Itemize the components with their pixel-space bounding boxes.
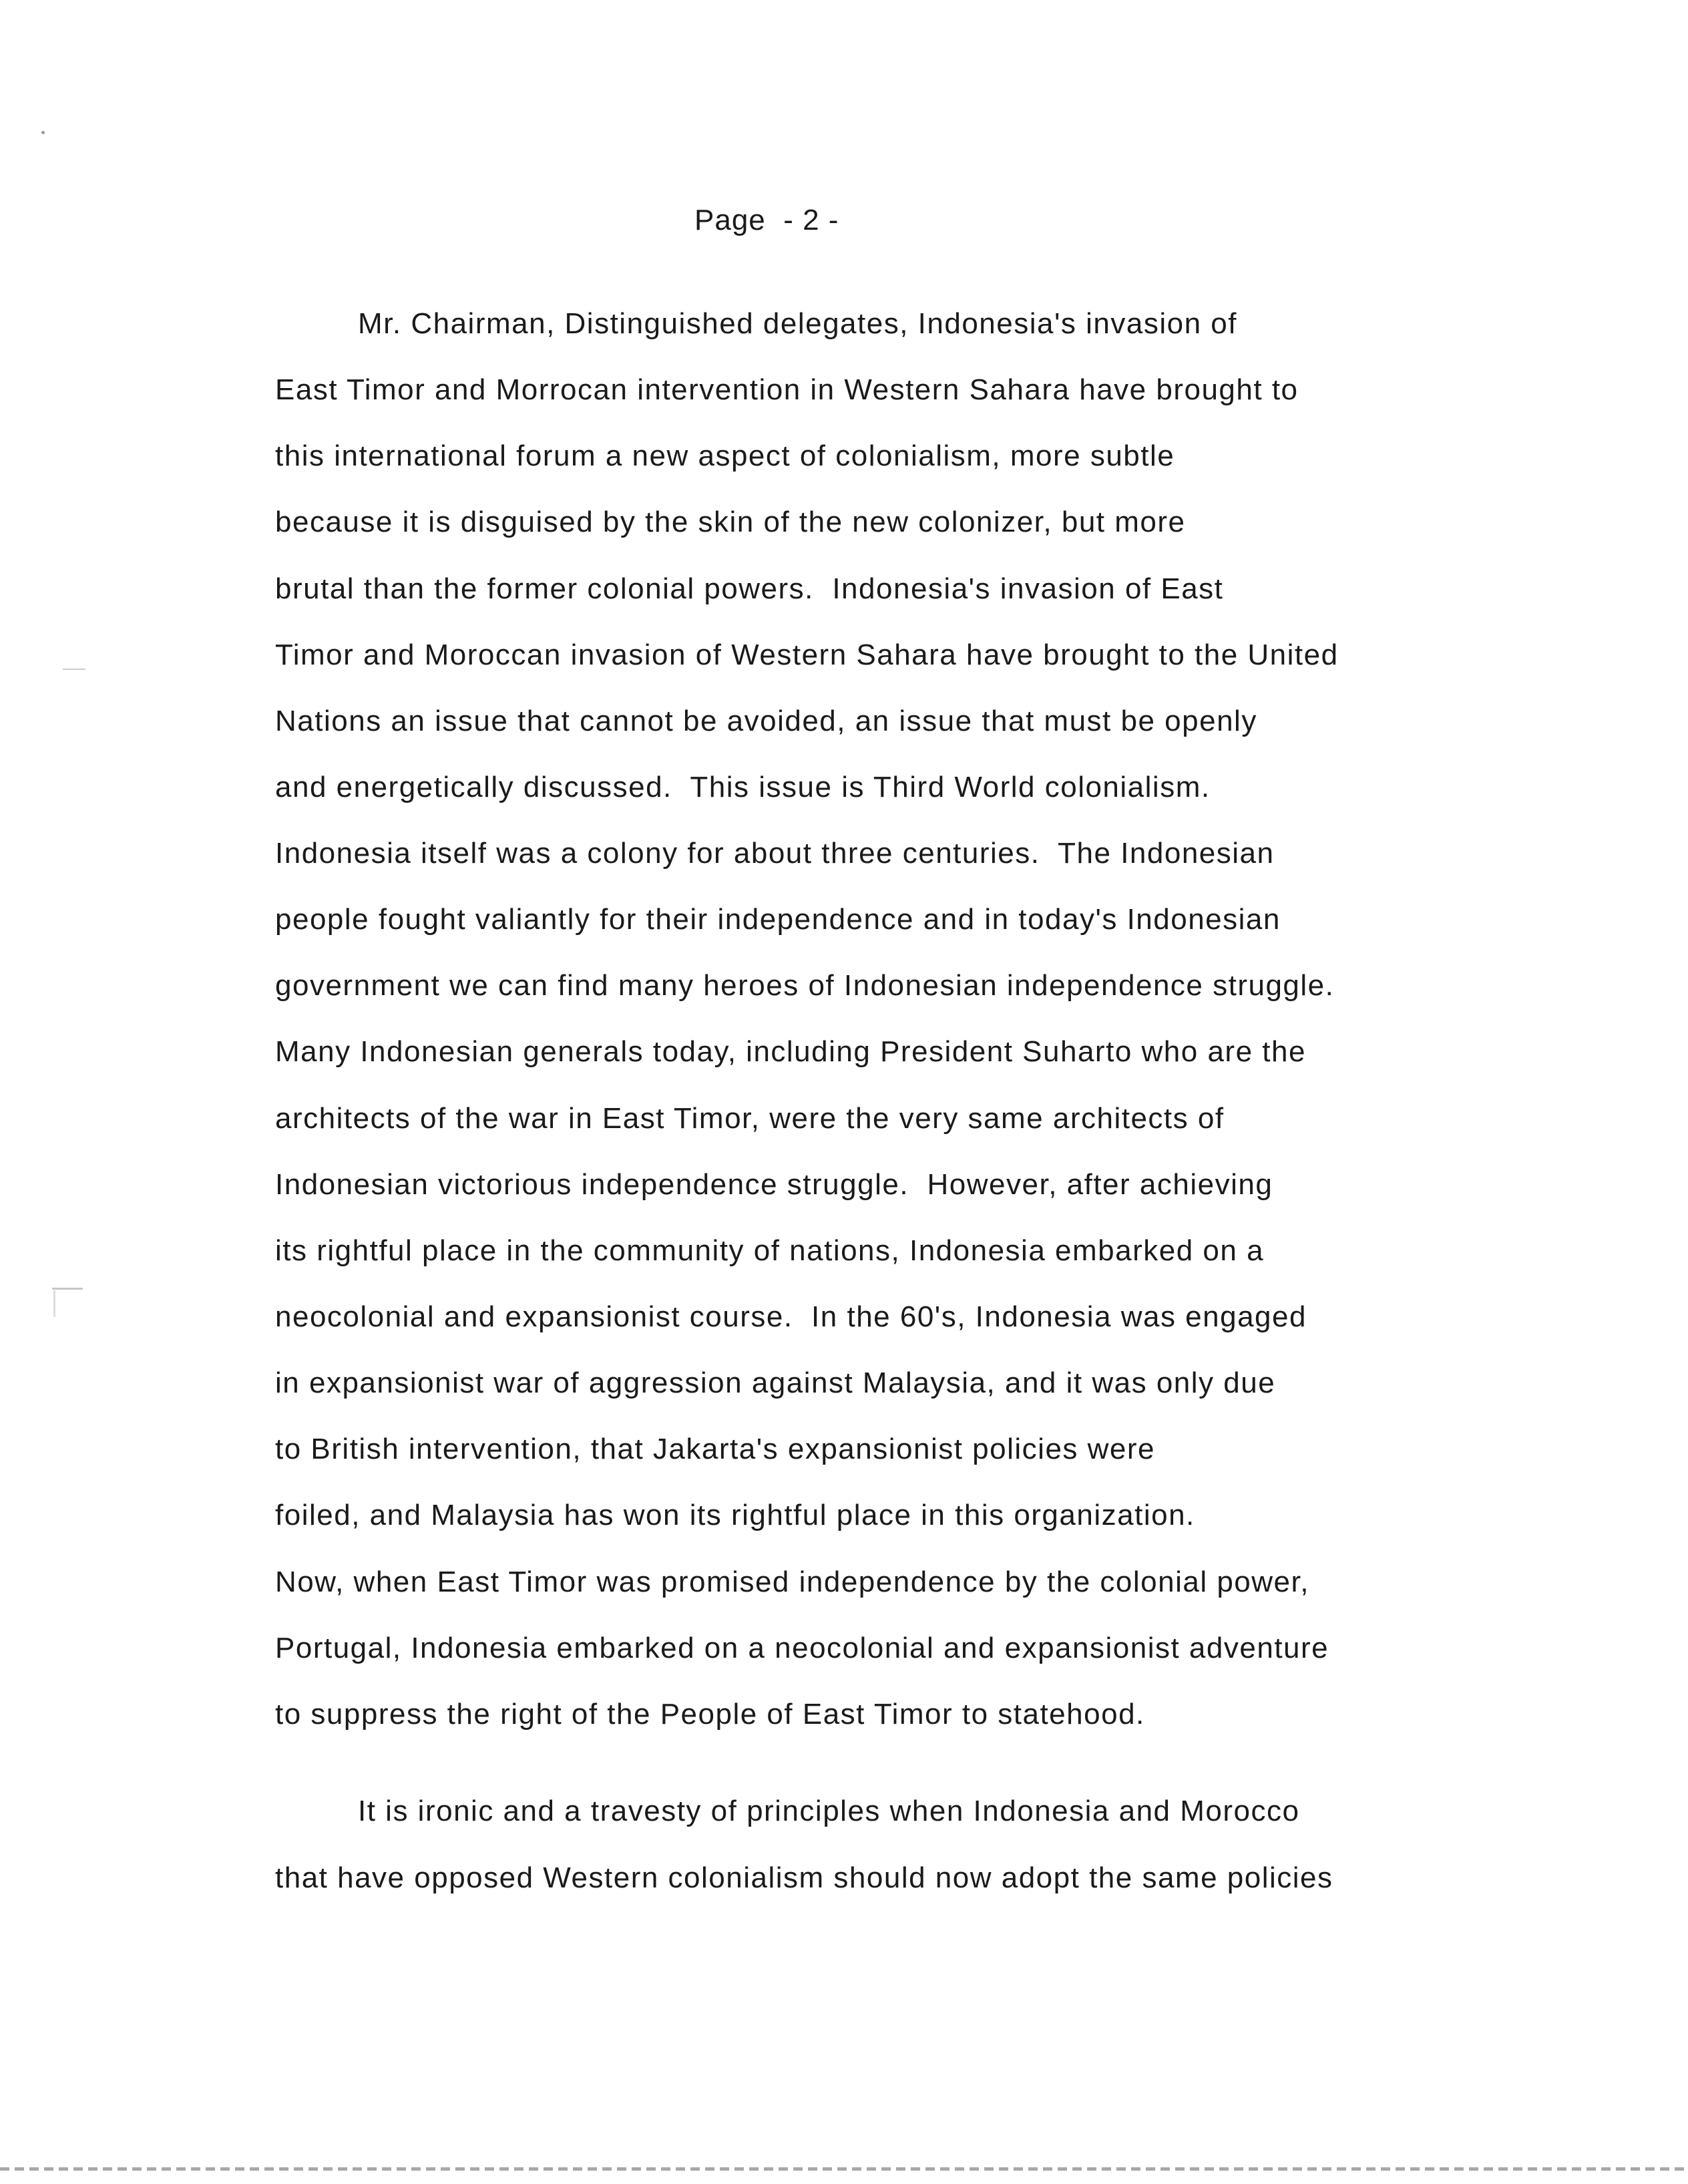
text-line: East Timor and Morrocan intervention in Western Sahara have brought to bbox=[275, 373, 1299, 406]
text-line: to British intervention, that Jakarta's expansionist policies were bbox=[275, 1433, 1156, 1465]
scan-speck bbox=[41, 131, 45, 134]
page-number: Page - 2 - bbox=[694, 204, 839, 236]
text-line: to suppress the right of the People of East Timor to statehood. bbox=[275, 1698, 1145, 1731]
text-line: It is ironic and a travesty of principles when Indonesia and Morocco bbox=[358, 1795, 1300, 1827]
text-line: neocolonial and expansionist course. In the 60's, Indonesia was engaged bbox=[275, 1300, 1307, 1333]
scan-speck bbox=[53, 1290, 55, 1317]
scan-edge bbox=[0, 2167, 1688, 2171]
text-line: its rightful place in the community of nations, Indonesia embarked on a bbox=[275, 1234, 1265, 1267]
text-line: government we can find many heroes of Indonesian independence struggle. bbox=[275, 969, 1335, 1002]
text-line: Indonesian victorious independence struggle. However, after achieving bbox=[275, 1168, 1273, 1201]
text-line: and energetically discussed. This issue is Third World colonialism. bbox=[275, 771, 1211, 803]
text-line: that have opposed Western colonialism should now adopt the same policies bbox=[275, 1861, 1333, 1894]
text-line: architects of the war in East Timor, were the very same architects of bbox=[275, 1102, 1225, 1135]
text-line: Now, when East Timor was promised independence by the colonial power, bbox=[275, 1566, 1309, 1598]
text-line: people fought valiantly for their independence and in today's Indonesian bbox=[275, 903, 1281, 936]
text-line: foiled, and Malaysia has won its rightful place in this organization. bbox=[275, 1499, 1195, 1531]
scan-speck bbox=[52, 1288, 83, 1290]
text-line: Nations an issue that cannot be avoided, an issue that must be openly bbox=[275, 705, 1257, 737]
text-line: this international forum a new aspect of colonialism, more subtle bbox=[275, 439, 1175, 472]
text-line: brutal than the former colonial powers. Indonesia's invasion of East bbox=[275, 572, 1224, 605]
text-line: because it is disguised by the skin of the new colonizer, but more bbox=[275, 506, 1186, 538]
text-line: in expansionist war of aggression against Malaysia, and it was only due bbox=[275, 1367, 1276, 1399]
text-line: Mr. Chairman, Distinguished delegates, Indonesia's invasion of bbox=[358, 307, 1237, 340]
text-line: Portugal, Indonesia embarked on a neocolonial and expansionist adventure bbox=[275, 1632, 1329, 1664]
text-line: Many Indonesian generals today, including President Suharto who are the bbox=[275, 1035, 1306, 1068]
text-line: Indonesia itself was a colony for about three centuries. The Indonesian bbox=[275, 837, 1275, 870]
text-line: Timor and Moroccan invasion of Western Sahara have brought to the United bbox=[275, 639, 1339, 671]
scan-speck bbox=[63, 669, 85, 670]
